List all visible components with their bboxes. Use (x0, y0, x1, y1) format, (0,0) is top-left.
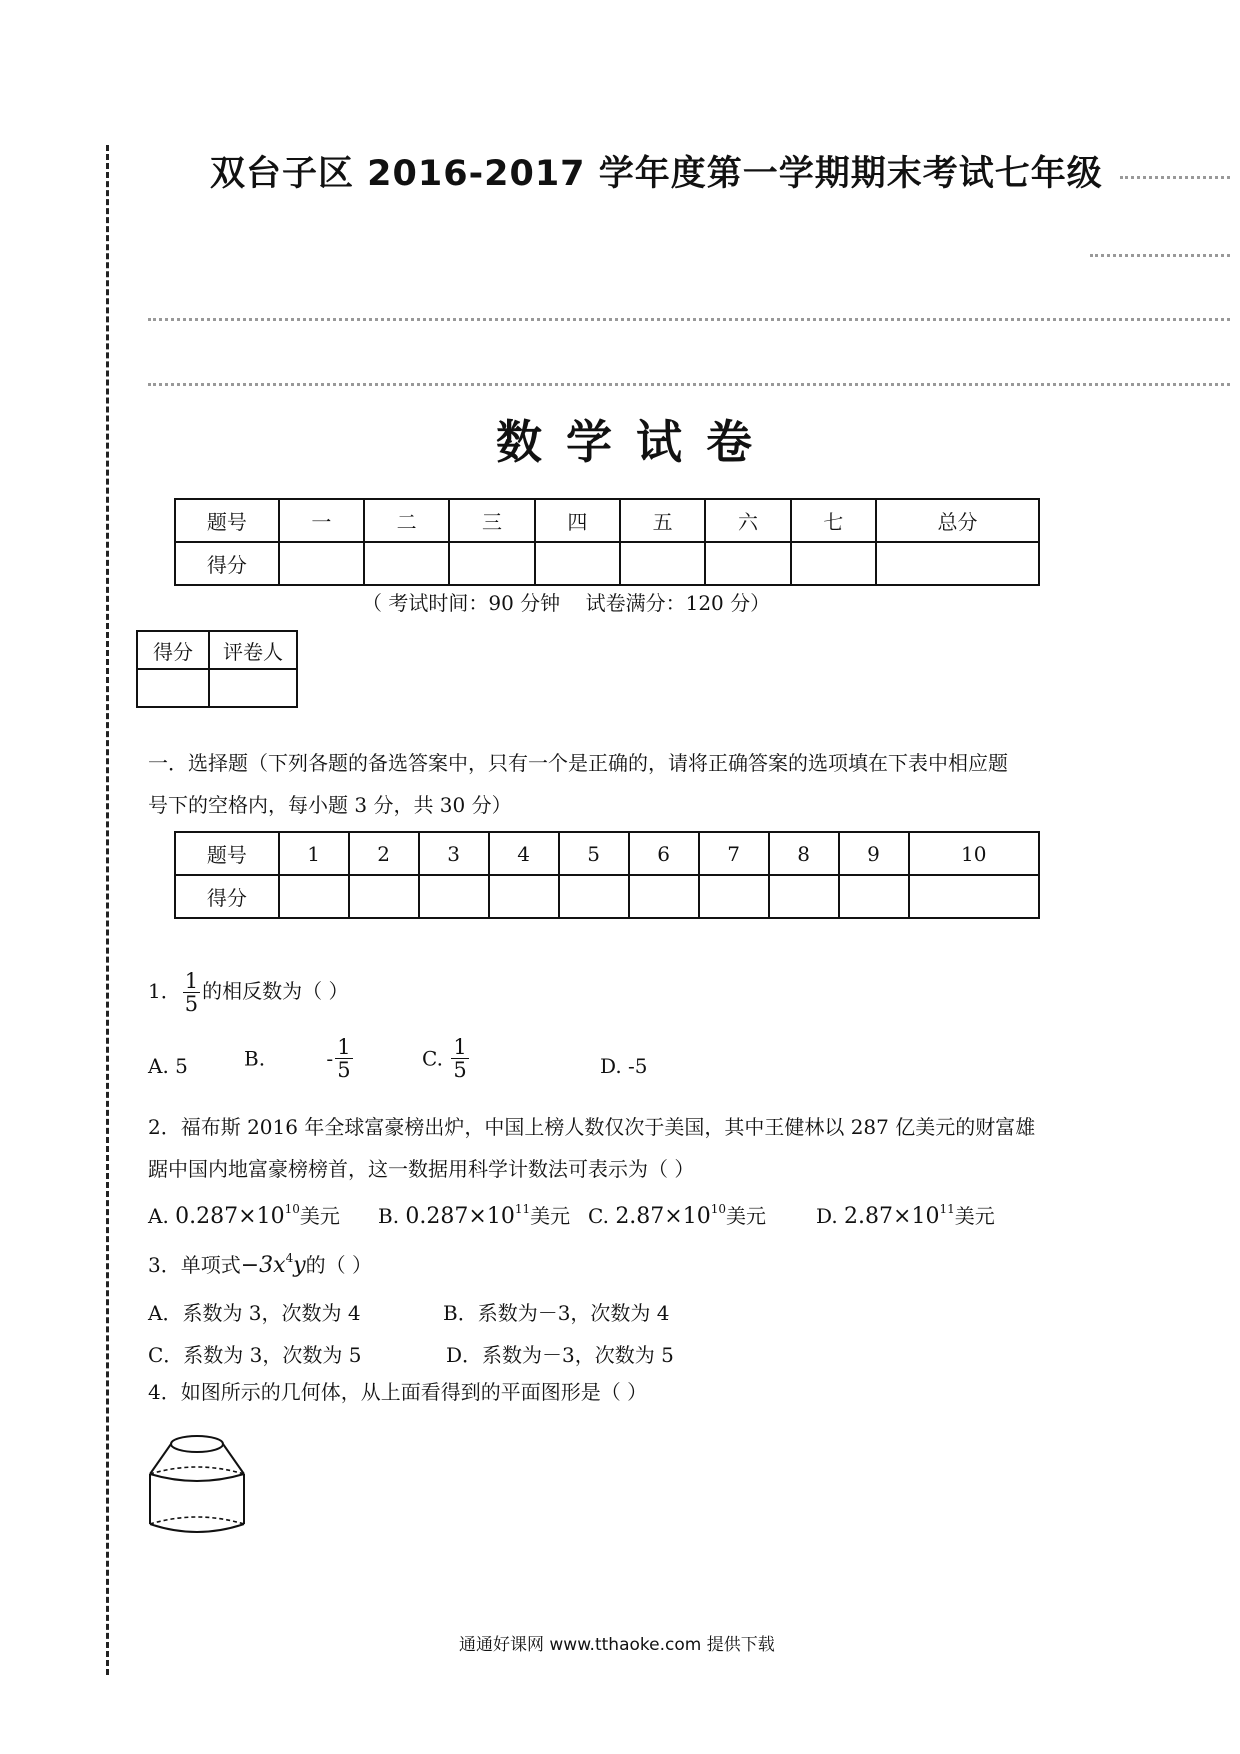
table-cell: 4 (489, 832, 559, 875)
table-cell: 8 (769, 832, 839, 875)
dotted-line (148, 383, 1230, 386)
table-row (137, 669, 297, 707)
section-heading: 号下的空格内，每小题 3 分，共 30 分） (148, 793, 512, 817)
question-text: 的相反数为（ ） (202, 979, 349, 1004)
footer-source: 通通好课网 www.tthaoke.com 提供下载 (459, 1635, 775, 1655)
fraction-denominator: 5 (184, 992, 199, 1017)
table-row (175, 499, 1039, 542)
score-cell[interactable] (620, 542, 705, 585)
option-label: C. (588, 1204, 609, 1228)
math-variable: y (293, 1253, 306, 1278)
exponent: 11 (514, 1202, 531, 1216)
answer-cell[interactable] (489, 875, 559, 918)
dotted-line (148, 318, 1230, 321)
question-text: 的（ ） (305, 1253, 373, 1277)
table-cell: 二 (364, 499, 449, 542)
table-cell: 得分 (175, 542, 279, 585)
table-cell: 3 (419, 832, 489, 875)
exponent: 10 (284, 1202, 300, 1216)
middle-back-arc (150, 1467, 244, 1474)
middle-front-arc (150, 1474, 244, 1481)
subject-title: 数学试卷 (496, 415, 776, 469)
option-b (378, 1200, 570, 1229)
option-c: C．系数为 3，次数为 5 (148, 1343, 362, 1367)
grader-cell[interactable] (209, 669, 297, 707)
score-cell[interactable] (364, 542, 449, 585)
fraction-numerator: 1 (184, 969, 199, 993)
dotted-line (1090, 254, 1230, 257)
table-cell: 题号 (175, 499, 279, 542)
geometric-solid-figure (142, 1430, 252, 1540)
option-unit: 美元 (954, 1204, 995, 1228)
table-cell: 2 (349, 832, 419, 875)
option-unit: 美元 (530, 1204, 571, 1228)
option-value: 0.287×10 (175, 1204, 285, 1229)
table-cell: 9 (839, 832, 909, 875)
score-cell[interactable] (876, 542, 1039, 585)
option-b: B．系数为－3，次数为 4 (443, 1301, 670, 1325)
math-expression: −3x (240, 1253, 286, 1278)
section-heading: 一．选择题（下列各题的备选答案中，只有一个是正确的，请将正确答案的选项填在下表中相应题 (148, 751, 1008, 775)
table-row (175, 542, 1039, 585)
table-cell: 四 (535, 499, 620, 542)
table-row (175, 832, 1039, 875)
table-cell: 1 (279, 832, 349, 875)
answer-cell[interactable] (839, 875, 909, 918)
exam-title: 双台子区 2016-2017 学年度第一学期期末考试七年级 (210, 154, 1103, 194)
question-2-line: 2．福布斯 2016 年全球富豪榜出炉，中国上榜人数仅次于美国，其中王健林以 287 亿美元的财富雄 (148, 1115, 1036, 1139)
option-a (148, 1200, 340, 1229)
table-row (175, 875, 1039, 918)
option-a: A. 5 (148, 1054, 188, 1078)
fraction (335, 1036, 352, 1081)
fraction-numerator: 1 (337, 1035, 351, 1059)
question-4: 4．如图所示的几何体，从上面看得到的平面图形是（ ） (148, 1380, 648, 1404)
table-cell: 7 (699, 832, 769, 875)
bottom-back-arc (150, 1517, 244, 1524)
answer-cell[interactable] (629, 875, 699, 918)
table-cell: 总分 (876, 499, 1039, 542)
table-cell: 一 (279, 499, 364, 542)
answer-cell[interactable] (769, 875, 839, 918)
question-number: 1． (148, 979, 181, 1004)
table-cell: 得分 (137, 631, 209, 669)
exponent: 10 (710, 1202, 727, 1216)
table-cell: 5 (559, 832, 629, 875)
option-c (588, 1200, 766, 1229)
answer-cell[interactable] (419, 875, 489, 918)
option-value: 2.87×10 (844, 1204, 940, 1229)
option-value: 2.87×10 (615, 1204, 711, 1229)
score-cell[interactable] (791, 542, 876, 585)
fraction-numerator: 1 (453, 1035, 467, 1059)
answer-table (174, 831, 1040, 919)
answer-cell[interactable] (699, 875, 769, 918)
option-label: A. (148, 1204, 169, 1228)
answer-cell[interactable] (909, 875, 1039, 918)
table-cell: 6 (629, 832, 699, 875)
score-cell[interactable] (137, 669, 209, 707)
table-cell: 10 (909, 832, 1039, 875)
score-table (174, 498, 1040, 586)
fraction (183, 970, 200, 1015)
option-label: B. (378, 1204, 400, 1228)
frustum-left-edge (150, 1444, 171, 1474)
fraction-denominator: 5 (337, 1058, 351, 1083)
dotted-line (1120, 176, 1230, 179)
score-cell[interactable] (279, 542, 364, 585)
option-unit: 美元 (726, 1204, 767, 1228)
score-cell[interactable] (705, 542, 790, 585)
exam-info: （ 考试时间：90 分钟 试卷满分：120 分） (362, 591, 771, 615)
table-row (137, 631, 297, 669)
score-cell[interactable] (449, 542, 534, 585)
table-cell: 五 (620, 499, 705, 542)
option-c (422, 1036, 471, 1081)
bottom-front-arc (150, 1524, 244, 1532)
option-b (244, 1036, 355, 1081)
grader-table (136, 630, 298, 708)
top-ellipse (171, 1436, 223, 1452)
fraction (451, 1036, 468, 1081)
question-1 (148, 970, 348, 1015)
frustum-right-edge (223, 1444, 244, 1474)
table-cell: 题号 (175, 832, 279, 875)
question-text: 3．单项式 (148, 1253, 241, 1277)
minus-sign: - (326, 1046, 334, 1071)
question-2-line: 踞中国内地富豪榜榜首，这一数据用科学计数法可表示为（ ） (148, 1157, 695, 1181)
table-cell: 得分 (175, 875, 279, 918)
exponent: 4 (285, 1251, 294, 1265)
option-label: B. (244, 1046, 266, 1071)
option-label: D. (816, 1204, 838, 1228)
table-cell: 三 (449, 499, 534, 542)
table-cell: 六 (705, 499, 790, 542)
exponent: 11 (939, 1202, 955, 1216)
answer-cell[interactable] (349, 875, 419, 918)
answer-cell[interactable] (559, 875, 629, 918)
option-unit: 美元 (299, 1204, 340, 1228)
fraction-denominator: 5 (453, 1058, 467, 1083)
option-value: 0.287×10 (405, 1204, 515, 1229)
binding-line (106, 145, 109, 1675)
answer-cell[interactable] (279, 875, 349, 918)
option-d (816, 1200, 995, 1229)
option-d: D．系数为－3，次数为 5 (446, 1343, 674, 1367)
table-cell: 评卷人 (209, 631, 297, 669)
option-label: C. (422, 1046, 443, 1071)
score-cell[interactable] (535, 542, 620, 585)
table-cell: 七 (791, 499, 876, 542)
option-a: A．系数为 3，次数为 4 (148, 1301, 361, 1325)
question-3 (148, 1252, 372, 1277)
option-d: D. -5 (600, 1054, 648, 1078)
